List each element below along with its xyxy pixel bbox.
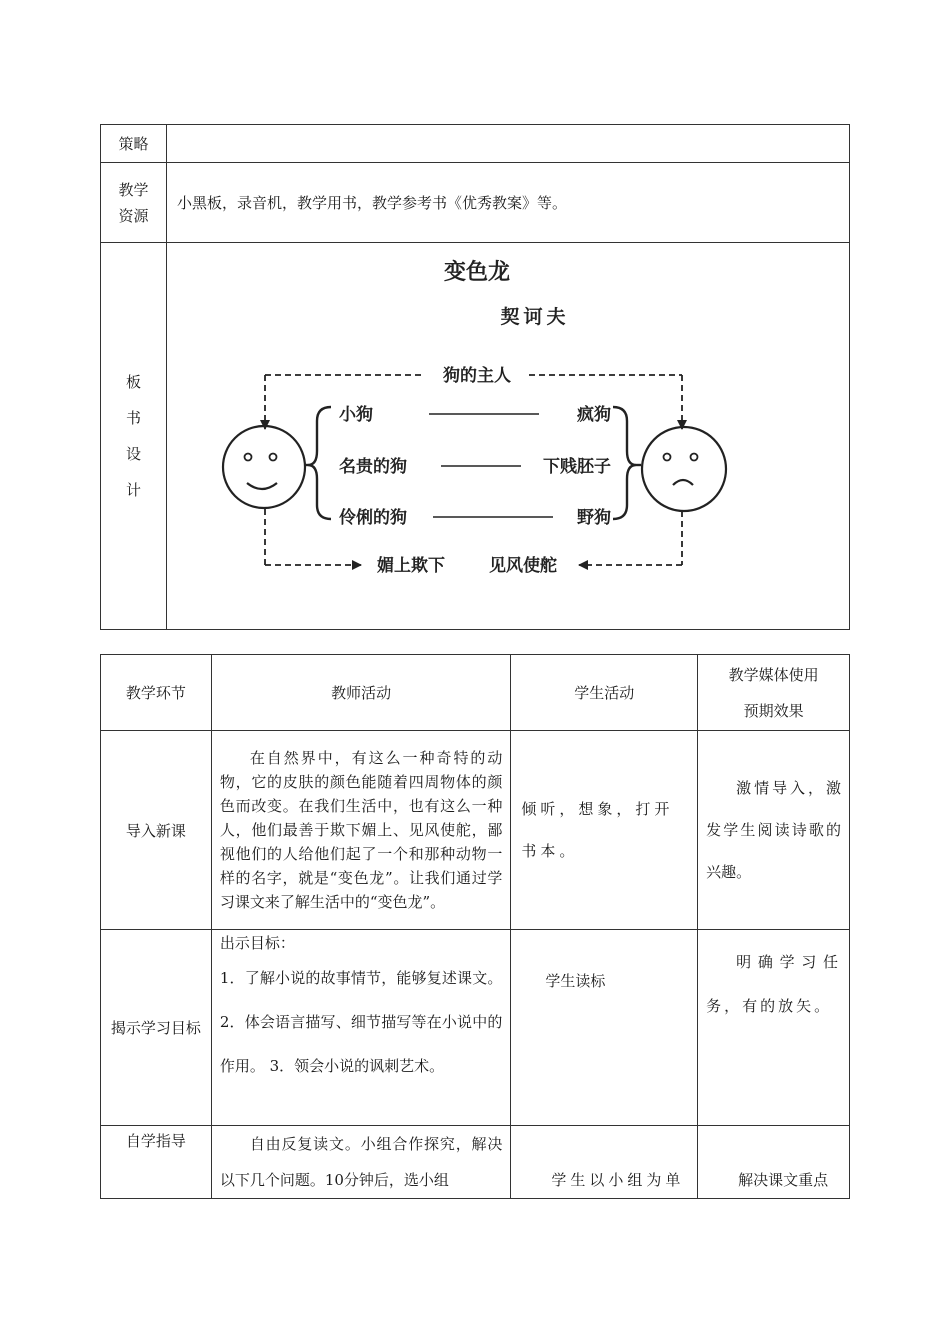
student-activity-text: 学生读标 <box>545 972 606 990</box>
header-teacher-activity: 教师活动 <box>211 655 511 731</box>
student-activity-text: 学生以小组为单 <box>551 1171 685 1189</box>
strategy-row <box>101 125 850 163</box>
pair-left: 伶俐的狗 <box>339 508 407 528</box>
board-diagram <box>167 243 849 629</box>
frowning-face-icon <box>642 427 726 511</box>
board-label-char: 设 <box>125 445 141 463</box>
pair-right: 野狗 <box>577 508 611 528</box>
stage-cell: 自学指导 <box>101 1126 212 1199</box>
board-author: 契诃夫 <box>500 306 570 328</box>
student-activity-cell <box>511 731 698 930</box>
header-media-line: 教学媒体使用 <box>728 665 819 684</box>
student-activity-cell <box>511 1126 698 1199</box>
resources-label <box>101 163 167 243</box>
header-student-activity: 学生活动 <box>511 655 698 731</box>
effect-text: 明确学习任务，有的放矢。 <box>706 953 841 1015</box>
effect-text: 激情导入，激发学生阅读诗歌的兴趣。 <box>706 779 841 881</box>
right-brace <box>613 407 636 519</box>
resources-row <box>101 163 850 243</box>
left-brace <box>308 407 331 519</box>
upper-table <box>100 124 850 630</box>
bottom-right-label: 见风使舵 <box>489 556 557 576</box>
board-label-char: 计 <box>125 481 141 499</box>
pair-right: 下贱胚子 <box>543 457 611 477</box>
top-label: 狗的主人 <box>443 366 511 386</box>
board-title: 变色龙 <box>443 259 511 285</box>
smiley-face-icon <box>223 426 305 508</box>
stage-cell <box>101 930 212 1126</box>
effect-cell <box>698 930 850 1126</box>
resources-label-line: 教学 <box>118 180 149 199</box>
header-media-effect <box>698 655 850 731</box>
teacher-activity-cell <box>211 1126 511 1199</box>
stage-cell: 导入新课 <box>101 731 212 930</box>
board-label-char: 书 <box>125 409 141 427</box>
header-stage: 教学环节 <box>101 655 212 731</box>
board-design-cell <box>167 243 850 630</box>
teacher-activity-cell <box>211 731 511 930</box>
pair-left: 小狗 <box>339 405 373 425</box>
effect-cell <box>698 1126 850 1199</box>
board-design-label <box>101 243 167 630</box>
pair-left: 名贵的狗 <box>339 457 407 477</box>
pair-right: 疯狗 <box>577 405 611 425</box>
board-label-char: 板 <box>125 373 141 391</box>
student-activity-cell <box>511 930 698 1126</box>
table-row <box>101 731 850 930</box>
header-effect-line: 预期效果 <box>743 701 804 720</box>
teacher-activity-text: 1．了解小说的故事情节，能够复述课文。2．体会语言描写、细节描写等在小说中的作用。 3．领会小说的讽刺艺术。 <box>219 969 503 1075</box>
stage-text: 揭示学习目标 <box>110 1018 201 1037</box>
effect-text: 解决课文重点 <box>738 1171 829 1189</box>
strategy-content <box>167 125 850 163</box>
lesson-plan-table <box>100 654 850 1199</box>
teacher-activity-cell <box>211 930 511 1126</box>
resources-content: 小黑板，录音机，教学用书，教学参考书《优秀教案》等。 <box>167 163 850 243</box>
table-row <box>101 1126 850 1199</box>
teacher-activity-text: 自由反复读文。小组合作探究，解决以下几个问题。10分钟后，选小组 <box>219 1135 503 1189</box>
teacher-activity-title: 出示目标： <box>219 934 295 952</box>
board-design-row <box>101 243 850 630</box>
teacher-activity-text: 在自然界中，有这么一种奇特的动物，它的皮肤的颜色能随着四周物体的颜色而改变。在我们生活中，也有这么一种人，他们最善于欺下媚上、见风使舵，鄙视他们的人给他们起了一个和那种动物一样的名字，就是“变色龙”。让我们通过学习课文来了解生活中的“变色龙”。 <box>219 749 503 911</box>
effect-cell <box>698 731 850 930</box>
resources-label-line: 资源 <box>118 206 149 225</box>
header-row <box>101 655 850 731</box>
student-activity-text: 倾听，想象，打开书本。 <box>521 800 674 860</box>
strategy-label: 策略 <box>101 125 167 163</box>
table-row <box>101 930 850 1126</box>
bottom-left-label: 媚上欺下 <box>377 556 445 576</box>
